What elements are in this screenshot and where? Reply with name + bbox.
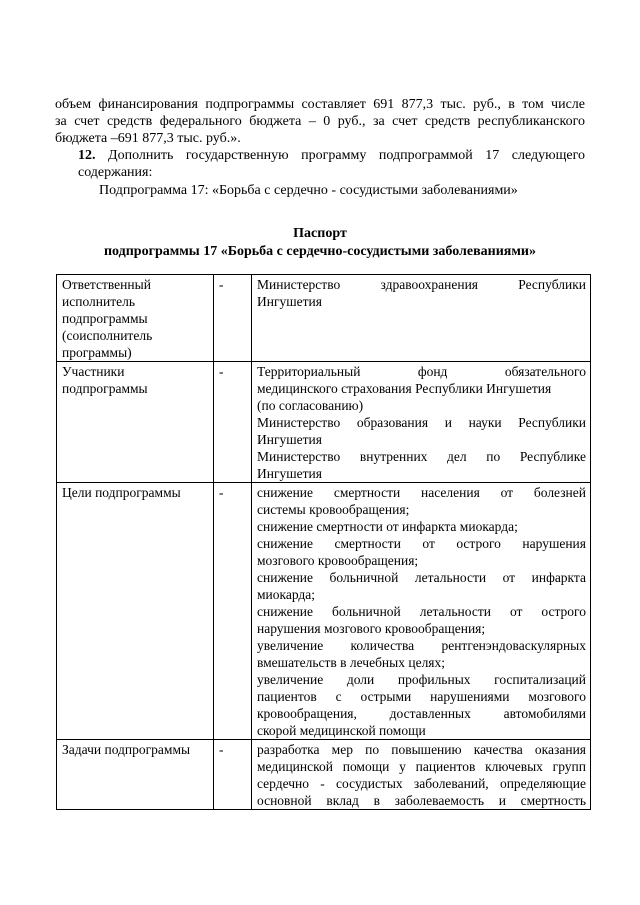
intro-line: бюджета –691 877,3 тыс. руб.». <box>55 131 241 146</box>
content-line: Ингушетия <box>257 294 322 309</box>
content-line: кровообращения, доставленных автомобилями <box>257 706 586 721</box>
content-line: снижение больничной летальности от инфаркта <box>257 570 586 585</box>
content-line: мозгового кровообращения; <box>257 553 419 568</box>
row-content <box>252 740 591 810</box>
table-row <box>57 483 591 740</box>
content-line: Министерство образования и науки Республики <box>257 415 586 430</box>
content-line: увеличение количества рентгенэндоваскулярных <box>257 638 586 653</box>
intro-paragraph <box>55 96 585 147</box>
content-line: Ингушетия <box>257 466 322 481</box>
row-content <box>252 275 591 362</box>
content-line: увеличение доли профильных госпитализаций <box>257 672 586 687</box>
table-row <box>57 275 591 362</box>
content-line: скорой медицинской помощи <box>257 723 426 738</box>
content-line: Территориальный фонд обязательного <box>257 364 586 379</box>
item-number: 12. <box>78 148 96 163</box>
content-line: разработка мер по повышению качества оказания <box>257 742 586 757</box>
item-12-paragraph <box>78 147 585 181</box>
table-row <box>57 362 591 483</box>
content-line: основной вклад в заболеваемость и смертность <box>257 793 586 808</box>
row-label: Участники подпрограммы <box>57 362 214 483</box>
content-line: медицинского страхования Республики Ингушетия <box>257 381 552 396</box>
content-line: снижение смертности от инфаркта миокарда; <box>257 519 518 534</box>
content-line: нарушения мозгового кровообращения; <box>257 621 486 636</box>
passport-title: Паспорт <box>293 226 347 241</box>
row-dash: - <box>214 362 252 483</box>
content-line: сердечно - сосудистых заболеваний, определяющие <box>257 776 586 791</box>
content-line: Министерство здравоохранения Республики <box>257 277 586 292</box>
intro-line: объем финансирования подпрограммы составляет 691 877,3 тыс. руб., в том числе <box>55 97 585 112</box>
content-line: снижение смертности населения от болезней <box>257 485 586 500</box>
row-label: Ответственный исполнитель подпрограммы (соисполнитель программы) <box>57 275 214 362</box>
content-line: (по согласованию) <box>257 398 364 413</box>
passport-table <box>56 274 591 810</box>
row-dash: - <box>214 740 252 810</box>
content-line: Министерство внутренних дел по Республике <box>257 449 586 464</box>
table-row <box>57 740 591 810</box>
passport-table-body <box>57 275 591 810</box>
content-line: снижение больничной летальности от острого <box>257 604 586 619</box>
content-line: медицинской помощи у пациентов ключевых групп <box>257 759 586 774</box>
content-line: пациентов с острыми нарушениями мозгового <box>257 689 586 704</box>
content-line: вмешательств в лечебных целях; <box>257 655 446 670</box>
content-line: снижение смертности от острого нарушения <box>257 536 586 551</box>
content-line: системы кровообращения; <box>257 502 410 517</box>
content-line: миокарда; <box>257 587 316 602</box>
intro-line: за счет средств федерального бюджета – 0 руб., за счет средств республиканского <box>55 114 585 129</box>
row-dash: - <box>214 275 252 362</box>
row-content <box>252 362 591 483</box>
row-dash: - <box>214 483 252 740</box>
content-line: Ингушетия <box>257 432 322 447</box>
subprogram-line: Подпрограмма 17: «Борьба с сердечно - сосудистыми заболеваниями» <box>99 183 518 198</box>
row-content <box>252 483 591 740</box>
item-text: Дополнить государственную программу подпрограммой 17 следующего содержания: <box>78 148 585 180</box>
passport-subtitle: подпрограммы 17 «Борьба с сердечно-сосудистыми заболеваниями» <box>103 244 536 259</box>
row-label: Цели подпрограммы <box>57 483 214 740</box>
row-label: Задачи подпрограммы <box>57 740 214 810</box>
